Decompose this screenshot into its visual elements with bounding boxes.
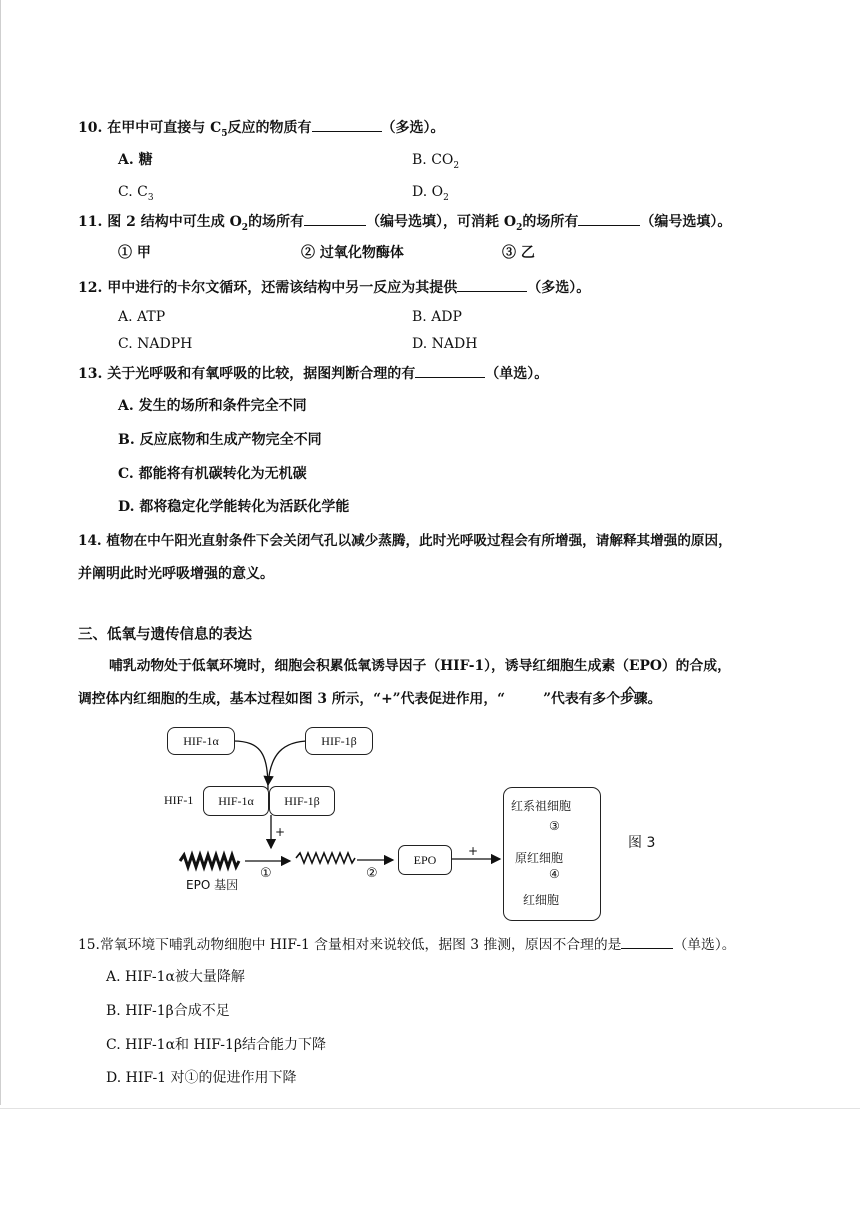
q13-option-b: B. 反应底物和生成产物完全不同 bbox=[118, 432, 322, 448]
hif1-complex-label: HIF-1 bbox=[164, 793, 194, 807]
erythroid-progenitor-label: 红系祖细胞 bbox=[511, 799, 572, 813]
mrna-icon bbox=[296, 853, 355, 863]
step-3-label: ③ bbox=[549, 819, 560, 833]
q10-option-b-sub: 2 bbox=[453, 160, 460, 171]
scan-edge-line bbox=[0, 0, 1, 1105]
epo-label: EPO bbox=[413, 852, 437, 867]
section-paragraph-line-2 bbox=[78, 689, 661, 709]
q10-answer-blank[interactable] bbox=[312, 117, 382, 132]
question-14-line-2: 并阐明此时光呼吸增强的意义。 bbox=[78, 566, 274, 582]
q12-option-b: B. ADP bbox=[412, 309, 462, 325]
complex-hif1a-box bbox=[203, 786, 269, 816]
q15-text: 15.常氧环境下哺乳动物细胞中 HIF-1 含量相对来说较低，据图 3 推测，原因不合理的是 bbox=[78, 937, 622, 953]
q12-option-c: C. NADPH bbox=[118, 336, 193, 352]
q11-text-1: 11. 图 2 结构中可生成 O bbox=[78, 214, 242, 230]
q10-subscript: 5 bbox=[221, 128, 228, 139]
step-1-label: ① bbox=[260, 866, 272, 881]
hif1a-label: HIF-1α bbox=[183, 733, 219, 748]
question-13 bbox=[78, 363, 548, 384]
q10-option-b bbox=[412, 150, 459, 176]
page-bottom-line bbox=[0, 1108, 860, 1109]
hif1b-label: HIF-1β bbox=[321, 733, 357, 748]
q15-option-d: D. HIF-1 对①的促进作用下降 bbox=[106, 1070, 297, 1086]
q11-text-2: 的场所有 bbox=[248, 214, 305, 230]
step-2-label: ② bbox=[366, 866, 378, 881]
q11-answer-blank-2[interactable] bbox=[578, 211, 640, 226]
section-heading: 三、低氧与遗传信息的表达 bbox=[78, 626, 252, 643]
q13-option-d: D. 都将稳定化学能转化为活跃化学能 bbox=[118, 499, 350, 515]
q10-option-c-text: C. C bbox=[118, 184, 148, 200]
q11-choice-1: ① 甲 bbox=[118, 245, 151, 261]
complex-hif1b-box bbox=[269, 786, 335, 816]
red-blood-cell-label: 红细胞 bbox=[523, 893, 560, 907]
q15-option-b: B. HIF-1β合成不足 bbox=[106, 1003, 230, 1019]
q11-choice-3: ③ 乙 bbox=[502, 245, 535, 261]
q10-option-d bbox=[412, 182, 449, 208]
q10-option-a: A. 糖 bbox=[118, 152, 153, 168]
plus-sign-1: + bbox=[275, 825, 286, 839]
q10-option-c-sub: 3 bbox=[147, 192, 154, 203]
q13-answer-blank[interactable] bbox=[415, 363, 485, 378]
q10-option-d-text: D. O bbox=[412, 184, 444, 200]
question-12 bbox=[78, 277, 590, 298]
q11-answer-blank-1[interactable] bbox=[304, 211, 366, 226]
q10-option-d-sub: 2 bbox=[443, 192, 449, 203]
q12-option-d: D. NADH bbox=[412, 336, 478, 352]
merge-arrow-left bbox=[233, 741, 268, 790]
question-15 bbox=[78, 934, 736, 955]
paragraph-text-b: ”代表有多个步骤。 bbox=[543, 691, 662, 707]
q10-tail: （多选）。 bbox=[381, 120, 445, 136]
q12-text: 12. 甲中进行的卡尔文循环，还需该结构中另一反应为其提供 bbox=[78, 280, 458, 296]
section-paragraph-line-1: 哺乳动物处于低氧环境时，细胞会积累低氧诱导因子（HIF-1），诱导红细胞生成素（EPO）的合成， bbox=[109, 658, 731, 674]
q13-option-a: A. 发生的场所和条件完全不同 bbox=[118, 398, 307, 414]
q12-answer-blank[interactable] bbox=[457, 277, 527, 292]
step-4-label: ④ bbox=[549, 867, 560, 881]
q10-option-c bbox=[118, 182, 154, 208]
q15-tail: （单选）。 bbox=[673, 937, 736, 953]
paragraph-text-a: 调控体内红细胞的生成，基本过程如图 3 所示，“+”代表促进作用，“ bbox=[78, 691, 506, 707]
epo-gene-icon bbox=[180, 855, 239, 867]
q11-sub-2: 2 bbox=[516, 222, 523, 233]
q13-text: 13. 关于光呼吸和有氧呼吸的比较，据图判断合理的有 bbox=[78, 366, 416, 382]
q11-choice-2: ② 过氧化物酶体 bbox=[301, 245, 404, 261]
q13-tail: （单选）。 bbox=[485, 366, 549, 382]
epo-box bbox=[398, 845, 452, 875]
q11-sub-1: 2 bbox=[241, 222, 249, 233]
q15-answer-blank[interactable] bbox=[621, 934, 673, 949]
plus-sign-2: + bbox=[468, 844, 479, 858]
epo-gene-label: EPO 基因 bbox=[186, 878, 239, 892]
q11-text-5: （编号选填）。 bbox=[640, 214, 732, 230]
hif1a-box bbox=[167, 727, 235, 755]
figure-3-caption: 图 3 bbox=[628, 835, 656, 851]
question-11 bbox=[78, 211, 731, 238]
question-10 bbox=[78, 117, 445, 144]
q11-text-4: 的场所有 bbox=[522, 214, 579, 230]
q12-tail: （多选）。 bbox=[527, 280, 591, 296]
q13-option-c: C. 都能将有机碳转化为无机碳 bbox=[118, 466, 307, 482]
complex-hif1a-label: HIF-1α bbox=[218, 793, 254, 808]
q15-option-c: C. HIF-1α和 HIF-1β结合能力下降 bbox=[106, 1037, 327, 1053]
q10-text-2: 反应的物质有 bbox=[227, 120, 312, 136]
q10-option-b-text: B. CO bbox=[412, 152, 454, 168]
merge-arrow-right bbox=[268, 741, 310, 785]
complex-hif1b-label: HIF-1β bbox=[284, 793, 320, 808]
q11-text-3: （编号选填），可消耗 O bbox=[366, 214, 517, 230]
hif1b-box bbox=[305, 727, 373, 755]
q15-option-a: A. HIF-1α被大量降解 bbox=[106, 969, 245, 985]
proerythroblast-label: 原红细胞 bbox=[515, 851, 564, 865]
q12-option-a: A. ATP bbox=[118, 309, 166, 325]
question-14-line-1: 14. 植物在中午阳光直射条件下会关闭气孔以减少蒸腾，此时光呼吸过程会有所增强，请解释其增强的原因， bbox=[78, 533, 732, 549]
q10-text: 10. 在甲中可直接与 C bbox=[78, 120, 222, 136]
